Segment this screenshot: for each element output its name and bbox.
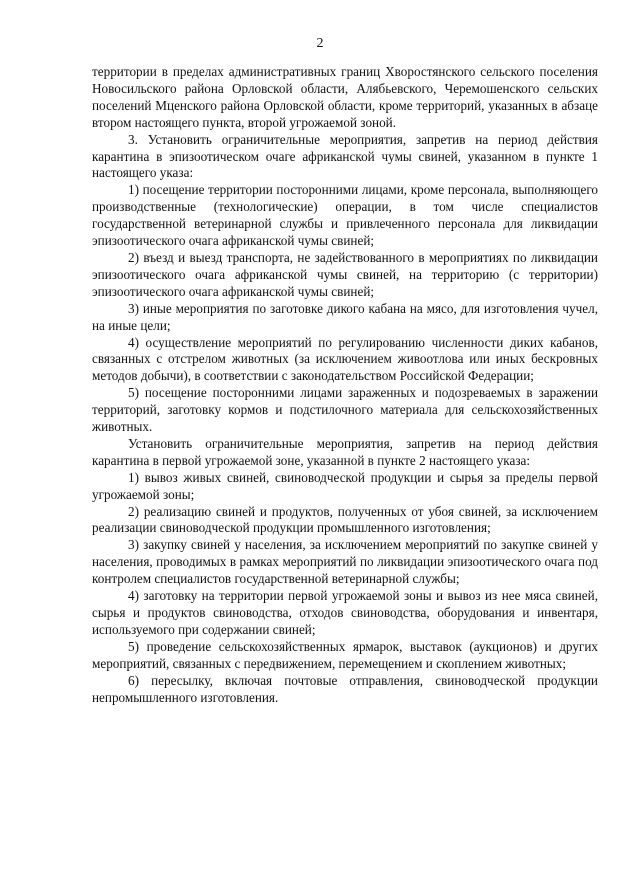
list-item: 4) заготовку на территории первой угрожаемой зоны и вывоз из нее мяса свиней, сырья и продуктов свиноводства, отходов свиноводства, оборудования и инвентаря, используемого при содержании свиней;	[92, 588, 598, 637]
list-item: 3) иные мероприятия по заготовке дикого кабана на мясо, для изготовления чучел, на иные цели;	[92, 300, 598, 333]
list-item: 5) проведение сельскохозяйственных ярмарок, выставок (аукционов) и других мероприятий, связанных с передвижением, перемещением и скоплением животных;	[92, 638, 598, 671]
list-item: 1) посещение территории посторонними лицами, кроме персонала, выполняющего производственные (технологические) операции, в том числе специалистов государственной ветеринарной службы и привлеченного персонала для ликвидации эпизоотического очага африканской чумы свиней;	[92, 182, 598, 249]
paragraph-restrictions-zone: Установить ограничительные мероприятия, запретив на период действия карантина в первой угрожаемой зоне, указанной в пункте 2 настоящего указа:	[92, 435, 598, 468]
list-item: 2) въезд и выезд транспорта, не задействованного в мероприятиях по ликвидации эпизоотического очага африканской чумы свиней, на территорию (с территории) эпизоотического очага африканской чумы свиней;	[92, 249, 598, 299]
list-item: 6) пересылку, включая почтовые отправления, свиноводческой продукции непромышленного изготовления.	[92, 672, 598, 705]
paragraph-item-3: 3. Установить ограничительные мероприятия, запретив на период действия карантина в эпизоотическом очаге африканской чумы свиней, указанном в пункте 1 настоящего указа:	[92, 131, 598, 181]
list-item: 5) посещение посторонними лицами зараженных и подозреваемых в заражении территорий, заготовку кормов и подстилочного материала для сельскохозяйственных животных.	[92, 385, 598, 435]
list-item: 1) вывоз живых свиней, свиноводческой продукции и сырья за пределы первой угрожаемой зоны;	[92, 469, 598, 502]
list-item: 2) реализацию свиней и продуктов, полученных от убоя свиней, за исключением реализации свиноводческой продукции промышленного изготовления;	[92, 503, 598, 536]
document-body	[92, 64, 598, 706]
page-number: 2	[316, 36, 324, 51]
paragraph-continuation: территории в пределах административных границ Хворостянского сельского поселения Новосильского района Орловской области, Алябьевского, Черемошенского сельских поселений Мценского района Орловской области, кроме территорий, указанных в абзаце втором настоящего пункта, второй угрожаемой зоной.	[92, 64, 598, 130]
list-item: 3) закупку свиней у населения, за исключением мероприятий по закупке свиней у населения, проводимых в рамках мероприятий по ликвидации эпизоотического очага под контролем специалистов государственной ветеринарной службы;	[92, 537, 598, 587]
list-item: 4) осуществление мероприятий по регулированию численности диких кабанов, связанных с отстрелом животных (за исключением живоотлова или иных бескровных методов добычи), в соответствии с законодательством Российской Федерации;	[92, 334, 598, 384]
